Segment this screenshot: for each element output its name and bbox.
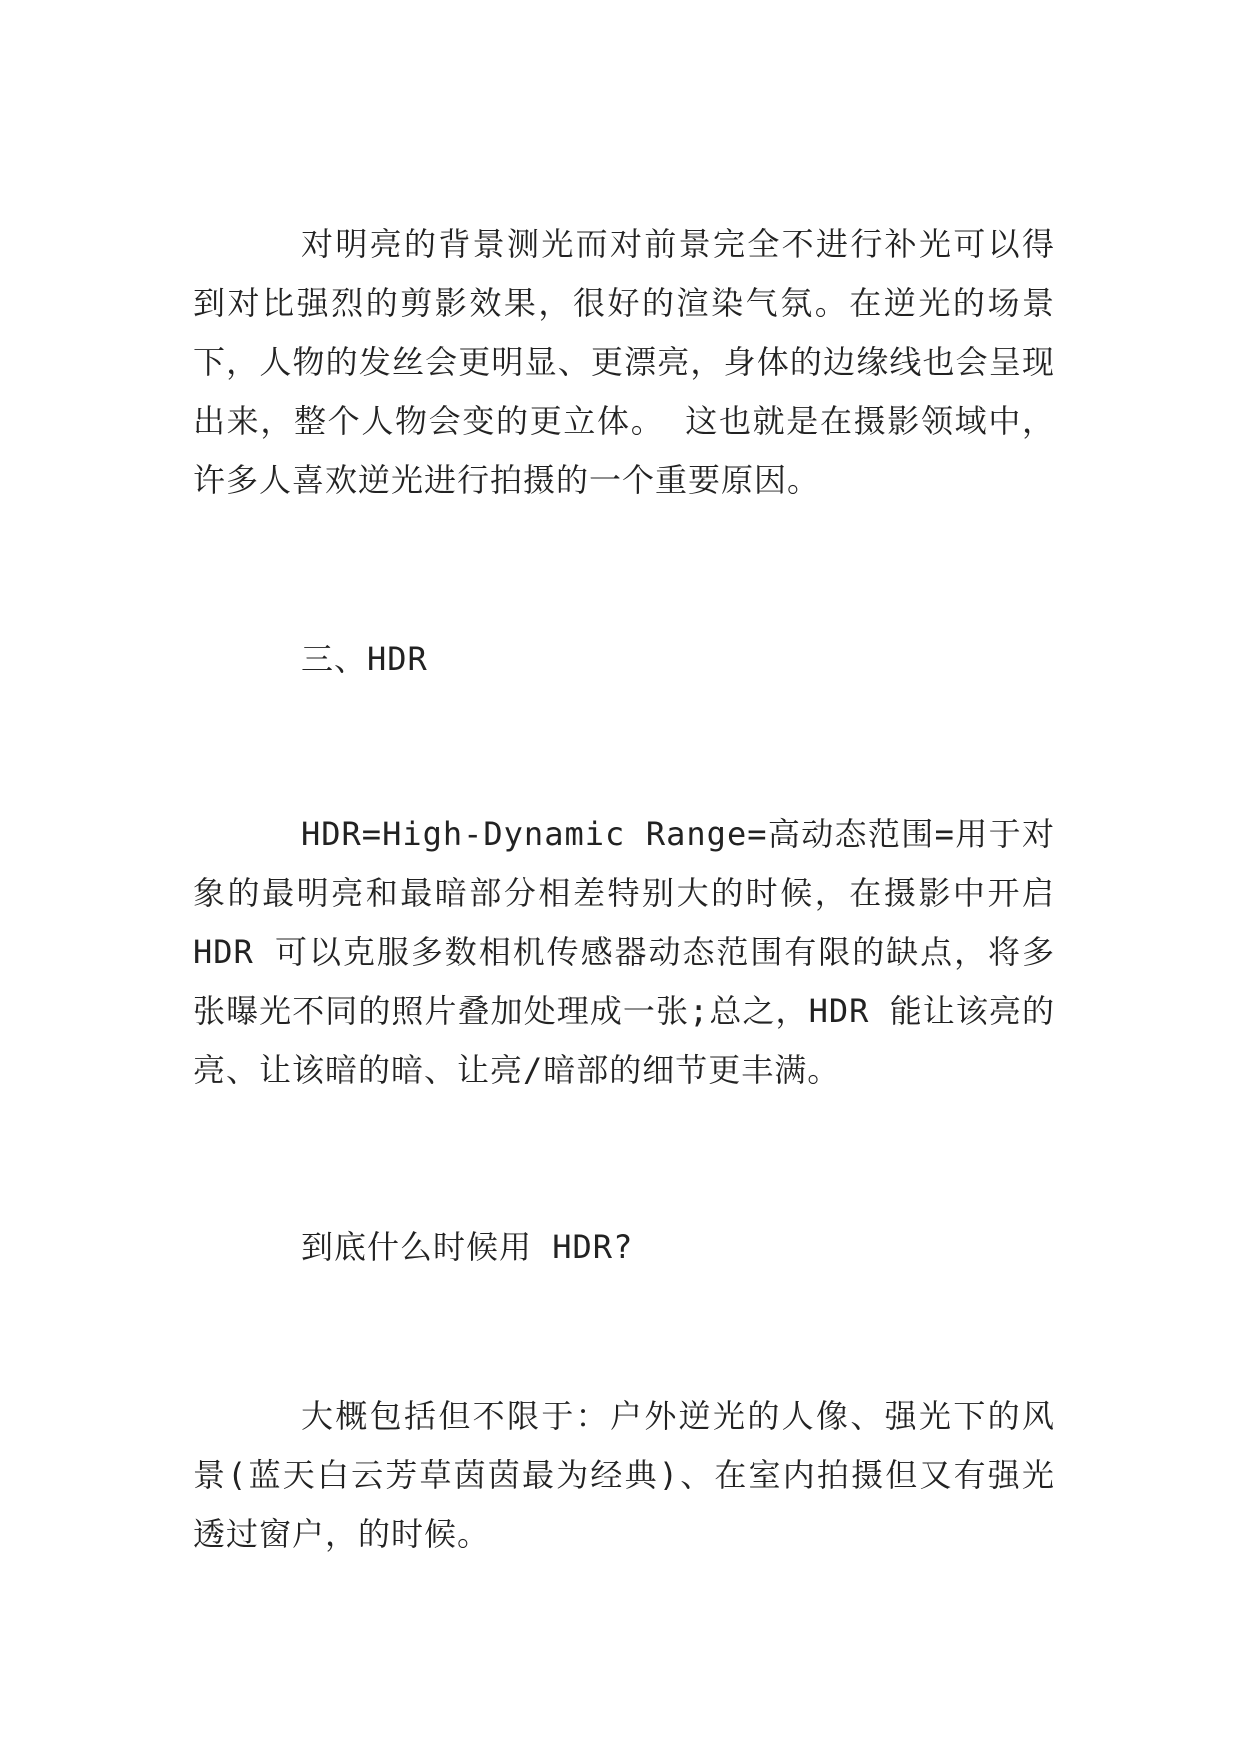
section-heading-hdr: 三、HDR — [301, 640, 428, 678]
subheading-when-hdr: 到底什么时候用 HDR? — [301, 1228, 634, 1266]
paragraph-backlight: 对明亮的背景测光而对前景完全不进行补光可以得到对比强烈的剪影效果，很好的渲染气氛。在逆光的场景下，人物的发丝会更明显、更漂亮，身体的边缘线也会呈现出来，整个人物会变的更立体。 这也就是在摄影领域中，许多人喜欢逆光进行拍摄的一个重要原因。 — [193, 225, 1055, 499]
paragraph-hdr-definition: HDR=High-Dynamic Range=高动态范围=用于对象的最明亮和最暗部分相差特别大的时候，在摄影中开启 HDR 可以克服多数相机传感器动态范围有限的缺点，将多张曝光不同的照片叠加处理成一张;总之，HDR 能让该亮的亮、让该暗的暗、让亮/暗部的细节更丰满。 — [193, 815, 1055, 1089]
paragraph-hdr-usage: 大概包括但不限于：户外逆光的人像、强光下的风景(蓝天白云芳草茵茵最为经典)、在室内拍摄但又有强光透过窗户，的时候。 — [193, 1397, 1055, 1553]
